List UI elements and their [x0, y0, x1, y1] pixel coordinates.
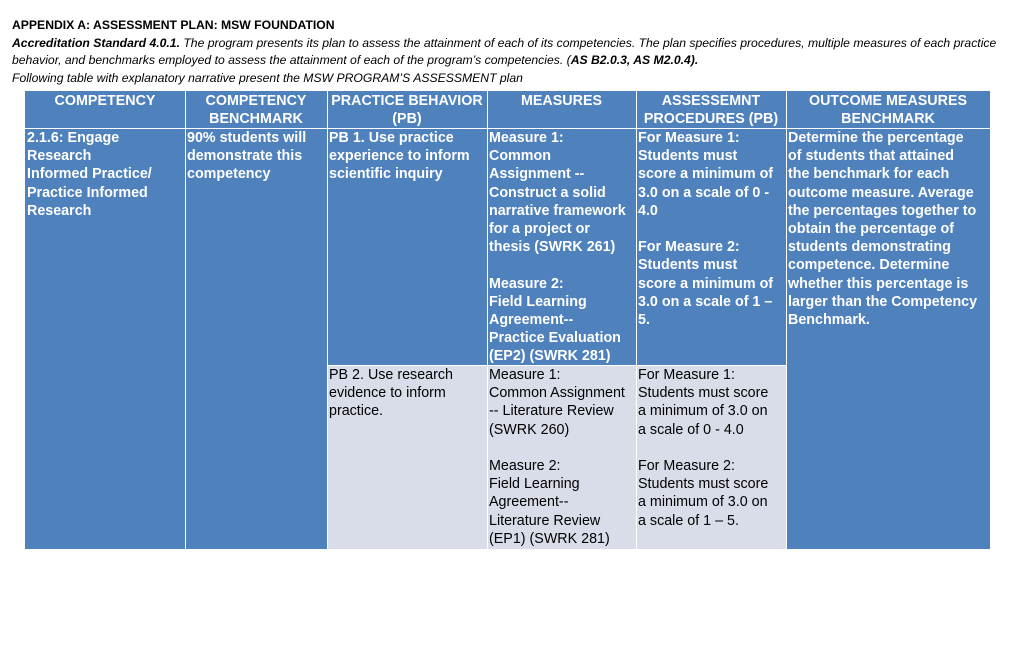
grid-line — [327, 365, 786, 366]
pb1-measures-cell: Measure 1: Common Assignment -- Construct a solid narrative framework for a project or thesis (SWRK 261) Measure 2: Field Learning Agreement-- Practice Evaluation (EP2) (SWRK 281) — [487, 128, 636, 365]
header-competency: COMPETENCY — [25, 91, 185, 128]
assessment-table — [25, 91, 990, 549]
pb2-assessment-cell: For Measure 1: Students must score a minimum of 3.0 on a scale of 0 - 4.0 For Measure 2: Students must score a minimum of 3.0 on a scale of 1 – 5. — [636, 365, 786, 549]
header-assessment: ASSESSEMNT PROCEDURES (PB) — [636, 91, 786, 128]
outcome-cell: Determine the percentage of students that attained the benchmark for each outcome measure. Average the percentages together to obtain the percentage of students demonstrating competence. Determine whether this percentage is larger than the Competency Benchmark. — [786, 128, 990, 549]
header-practice-behavior: PRACTICE BEHAVIOR (PB) — [327, 91, 487, 128]
pb1-assessment-cell: For Measure 1: Students must score a minimum of 3.0 on a scale of 0 - 4.0 For Measure 2: Students must score a minimum of 3.0 on a scale of 1 – 5. — [636, 128, 786, 365]
grid-line — [487, 91, 488, 549]
grid-line — [636, 91, 637, 549]
standard-text: The program presents its plan to assess the attainment of each of its competencies. The plan specifies procedures, multiple measures of each practice behavior, and benchmarks employed to assess the attainment of each of the program’s competencies. ( — [12, 35, 997, 68]
pb2-measures-cell: Measure 1: Common Assignment -- Literature Review (SWRK 260) Measure 2: Field Learning Agreement-- Literature Review (EP1) (SWRK 281) — [487, 365, 636, 549]
grid-line — [185, 91, 186, 549]
intro-text: Following table with explanatory narrative present the MSW PROGRAM’S ASSESSMENT plan — [12, 70, 523, 85]
standard-refs: AS B2.0.3, AS M2.0.4). — [570, 53, 699, 68]
header-measures: MEASURES — [487, 91, 636, 128]
document-header — [12, 17, 1012, 87]
grid-line — [786, 91, 787, 549]
accreditation-paragraph — [12, 35, 1012, 70]
grid-line — [327, 91, 328, 549]
pb2-cell: PB 2. Use research evidence to inform practice. — [327, 365, 487, 549]
competency-cell: 2.1.6: Engage Research Informed Practice/ Practice Informed Research — [25, 128, 185, 549]
header-outcome: OUTCOME MEASURES BENCHMARK — [786, 91, 990, 128]
header-benchmark: COMPETENCY BENCHMARK — [185, 91, 327, 128]
standard-label: Accreditation Standard 4.0.1. — [12, 35, 180, 50]
grid-line — [25, 128, 990, 129]
benchmark-cell: 90% students will demonstrate this competency — [185, 128, 327, 549]
appendix-title: APPENDIX A: ASSESSMENT PLAN: MSW FOUNDATION — [12, 18, 335, 32]
pb1-cell: PB 1. Use practice experience to inform scientific inquiry — [327, 128, 487, 365]
